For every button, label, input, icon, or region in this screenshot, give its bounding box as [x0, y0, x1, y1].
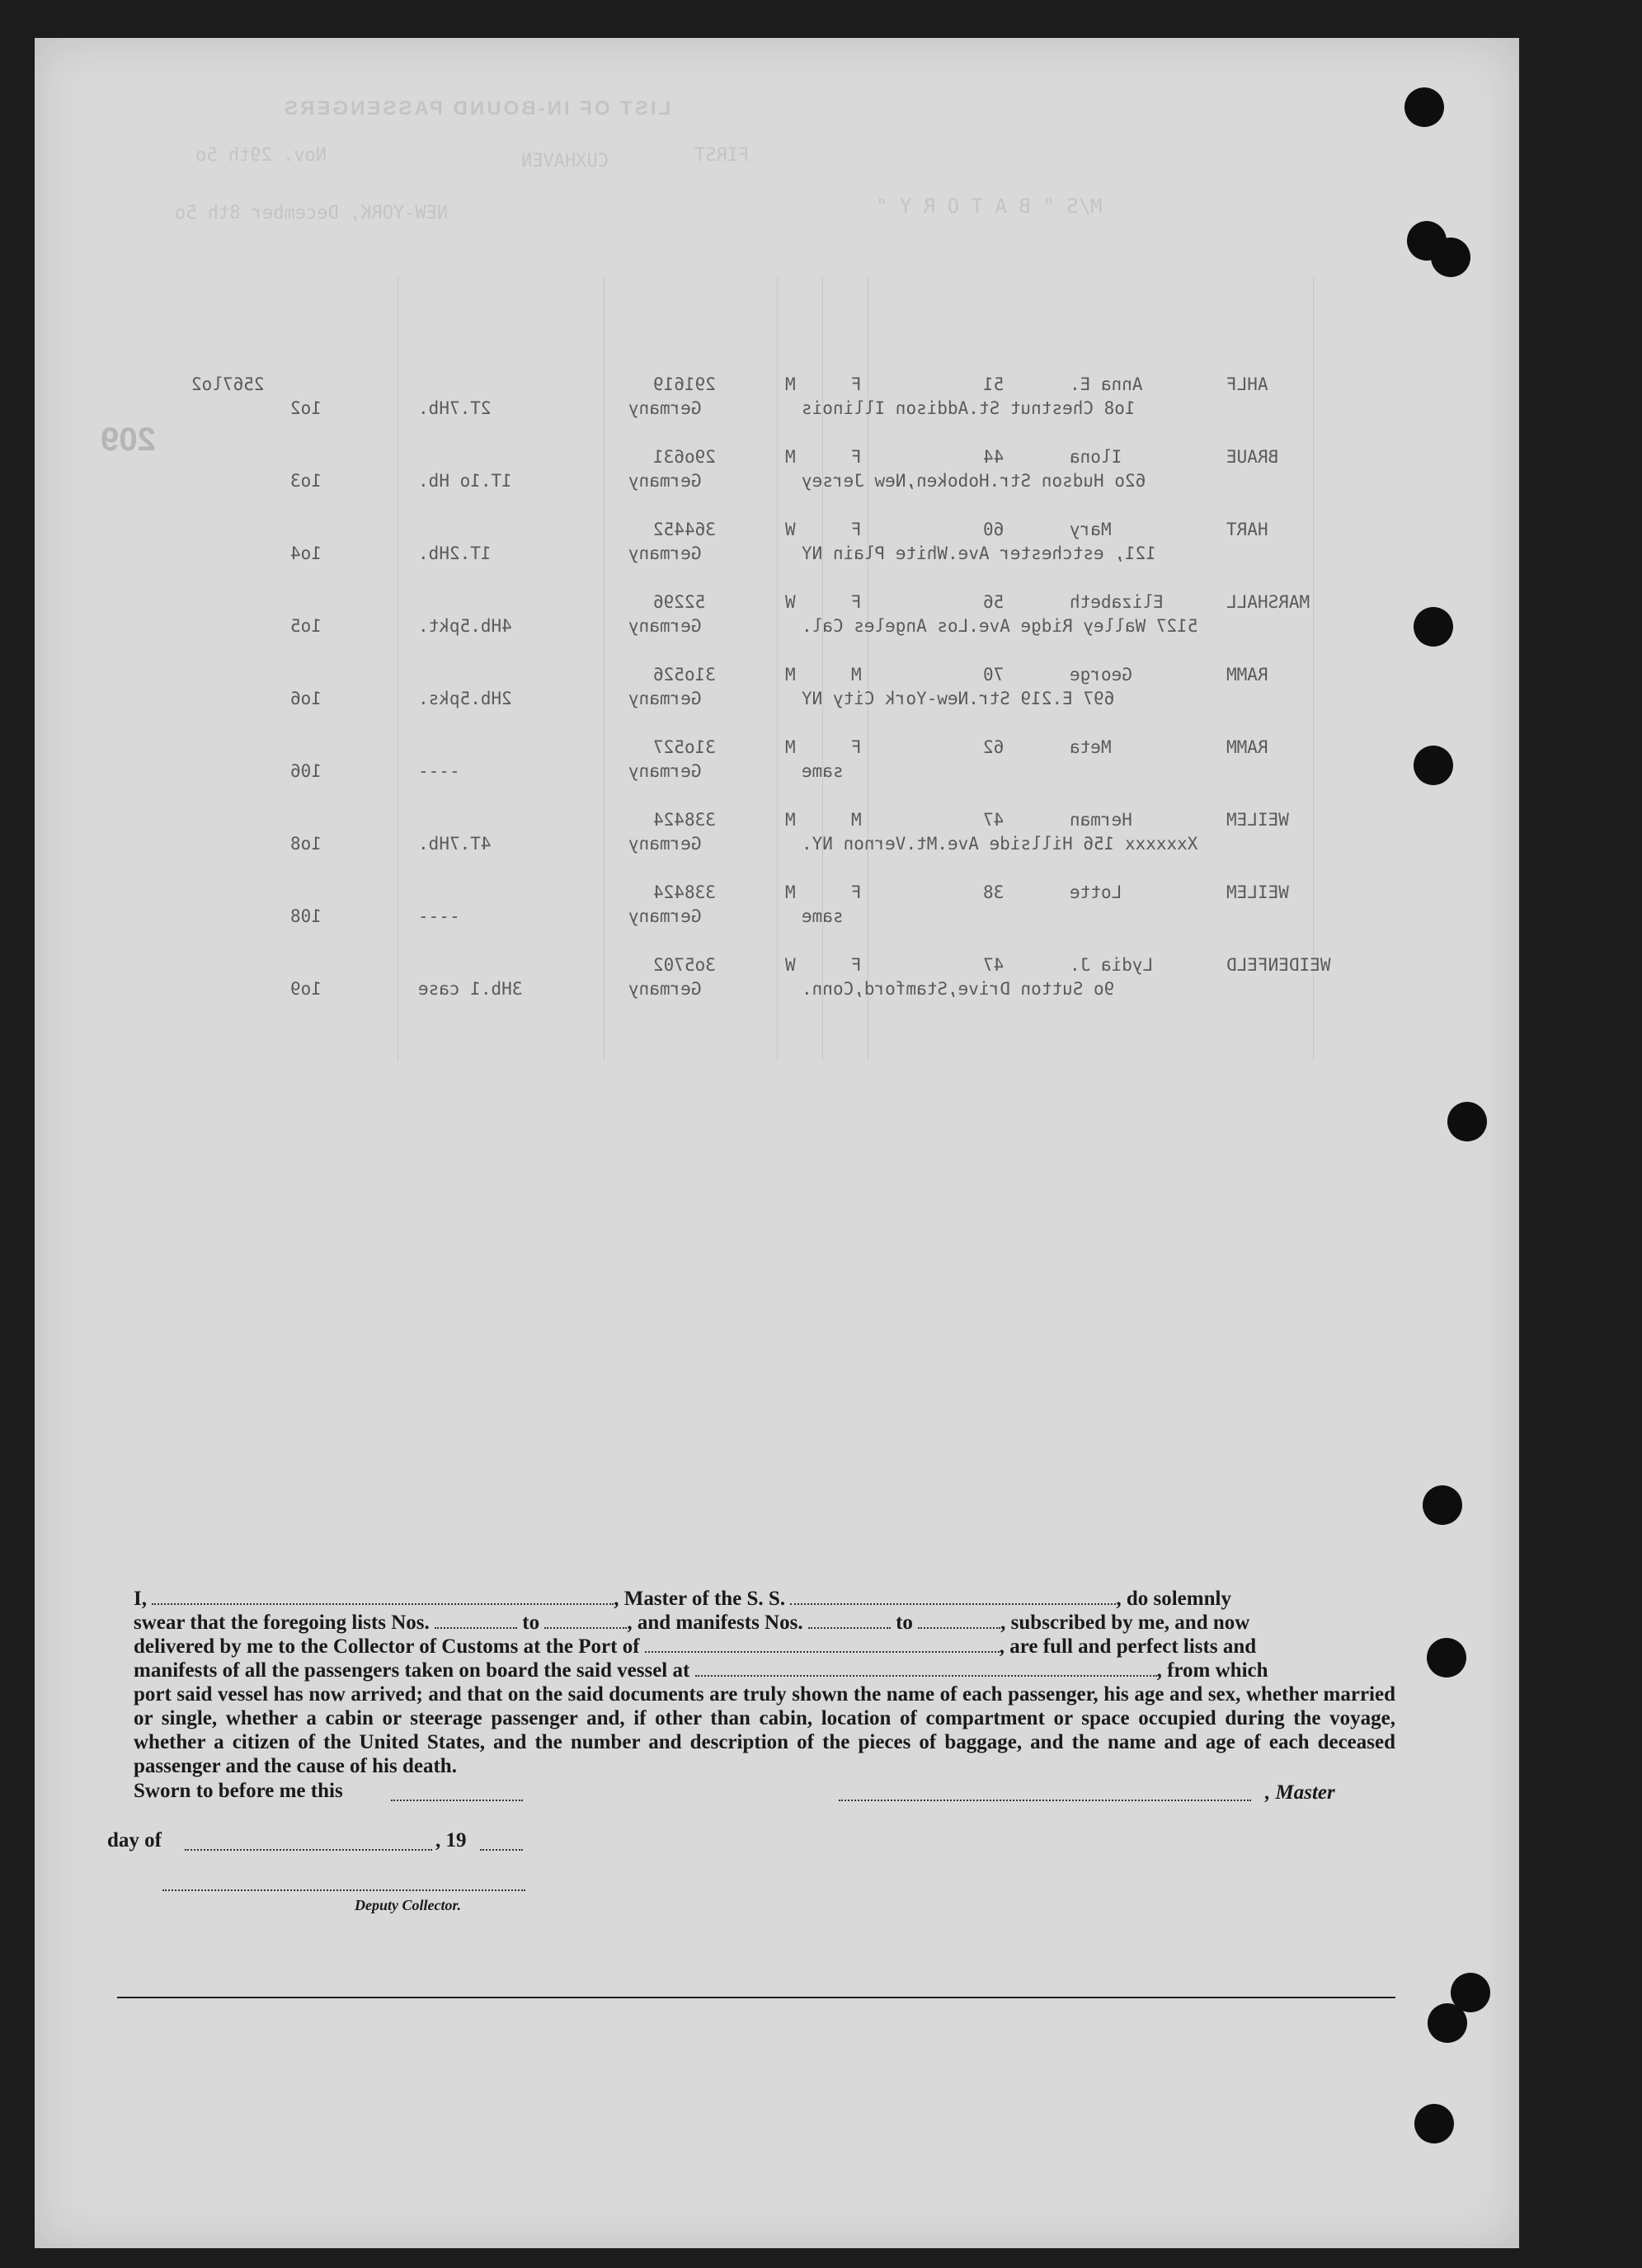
- record-nationality: Germany: [628, 834, 702, 854]
- record-surname: WEILEM: [1226, 810, 1289, 830]
- record-sex: M: [851, 810, 862, 830]
- passenger-record-line: [35, 906, 1519, 929]
- record-address: 62o Hudson Str.Hoboken,New Jersey: [802, 471, 1146, 491]
- class-field: FIRST: [694, 145, 750, 166]
- record-nationality: Germany: [628, 761, 702, 781]
- record-baggage: 4Hb.5pkt.: [418, 616, 512, 636]
- record-address: same: [802, 906, 844, 926]
- record-address: 121, estchester Ave.White Plain NY: [802, 543, 1156, 563]
- punch-hole: [1423, 1485, 1462, 1525]
- record-list-no: 1o3: [290, 471, 322, 491]
- record-age: 60: [983, 520, 1004, 539]
- passenger-record-line: [35, 834, 1519, 857]
- punch-hole: [1447, 1102, 1487, 1141]
- record-list-no: 1o5: [290, 616, 322, 636]
- record-address: 697 E.219 Str.New-York City NY: [802, 689, 1115, 708]
- sworn-date-blank[interactable]: [391, 1800, 523, 1801]
- list-from-blank[interactable]: [435, 1612, 517, 1629]
- punch-hole: [1428, 2003, 1467, 2043]
- passenger-record-line: [35, 955, 1519, 978]
- record-given: Meta: [1070, 737, 1112, 757]
- record-age: 51: [983, 374, 1004, 394]
- record-age: 56: [983, 592, 1004, 612]
- record-list-no: 1o4: [290, 543, 322, 563]
- record-nationality: Germany: [628, 689, 702, 708]
- record-doc: 338424: [653, 810, 716, 830]
- oath-full-perfect: , are full and perfect lists and: [999, 1635, 1257, 1658]
- record-status: W: [785, 955, 796, 975]
- record-surname: RAMM: [1226, 665, 1268, 685]
- passenger-record-line: [35, 882, 1519, 906]
- day-of-blank[interactable]: [185, 1849, 432, 1851]
- oath-from-which: , from which: [1156, 1659, 1268, 1682]
- master-signature-blank[interactable]: [839, 1800, 1251, 1801]
- embarkation-blank[interactable]: [695, 1660, 1157, 1677]
- year-blank[interactable]: [480, 1849, 523, 1851]
- oath-paragraph: [134, 1587, 1395, 1778]
- record-age: 44: [983, 447, 1004, 467]
- punch-hole: [1414, 746, 1453, 785]
- document-sheet: [35, 38, 1519, 2248]
- record-status: M: [785, 737, 796, 757]
- passenger-record-line: [35, 520, 1519, 543]
- record-list-no: 106: [290, 761, 322, 781]
- manifest-to-blank[interactable]: [918, 1612, 1000, 1629]
- punch-hole: [1414, 2104, 1454, 2143]
- page-number-stamp: 209: [101, 421, 156, 458]
- record-list-no: 1o8: [290, 834, 322, 854]
- record-age: 47: [983, 810, 1004, 830]
- oath-i: I,: [134, 1588, 147, 1610]
- oath-to: to: [522, 1612, 540, 1634]
- record-baggage: ----: [418, 906, 460, 926]
- record-nationality: Germany: [628, 543, 702, 563]
- record-address: Xxxxxxx 156 Hillside Ave.Mt.Vernon NY.: [802, 834, 1198, 854]
- passenger-record-line: [35, 689, 1519, 712]
- record-doc: 29o631: [653, 447, 716, 467]
- list-to-blank[interactable]: [544, 1612, 627, 1629]
- record-given: George: [1070, 665, 1132, 685]
- record-list-no: 1o2: [290, 398, 322, 418]
- record-doc: 52296: [653, 592, 706, 612]
- passenger-record-line: [35, 810, 1519, 833]
- record-doc: 291619: [653, 374, 716, 394]
- record-doc: 31o526: [653, 665, 716, 685]
- passenger-record-line: [35, 398, 1519, 421]
- list-title: LIST OF IN-BOUND PASSENGERS: [282, 97, 671, 120]
- record-baggage: ----: [418, 761, 460, 781]
- deputy-signature-blank[interactable]: [162, 1889, 525, 1891]
- record-baggage: 1T.1o Hb.: [418, 471, 512, 491]
- record-sex: F: [851, 882, 862, 902]
- record-address: 9o Sutton Drive,Stamford,Conn.: [802, 979, 1115, 999]
- record-baggage: 1T.2Hb.: [418, 543, 492, 563]
- day-of-label: day of: [107, 1829, 162, 1852]
- record-given: Lotte: [1070, 882, 1122, 902]
- record-sex: F: [851, 737, 862, 757]
- record-address: same: [802, 761, 844, 781]
- record-list-no: 1o6: [290, 689, 322, 708]
- passenger-record-line: [35, 374, 1519, 398]
- record-baggage: 2T.7Hb.: [418, 398, 492, 418]
- record-list-no: 1o9: [290, 979, 322, 999]
- punch-hole: [1427, 1638, 1466, 1677]
- vessel-name-field: M/S " B A T O R Y ": [876, 195, 1103, 218]
- record-given: Elizabeth: [1070, 592, 1164, 612]
- record-nationality: Germany: [628, 979, 702, 999]
- oath-solemnly: , do solemnly: [1116, 1588, 1231, 1610]
- passenger-record-line: [35, 979, 1519, 1002]
- record-age: 38: [983, 882, 1004, 902]
- port-from-field: CUXHAVEN: [521, 151, 609, 172]
- record-given: Lydia J.: [1070, 955, 1154, 975]
- record-nationality: Germany: [628, 616, 702, 636]
- record-status: M: [785, 374, 796, 394]
- record-surname: HART: [1226, 520, 1268, 539]
- record-baggage: 4T.7Hb.: [418, 834, 492, 854]
- record-surname: AHLF: [1226, 374, 1268, 394]
- record-status: M: [785, 882, 796, 902]
- port-blank[interactable]: [645, 1636, 1000, 1653]
- oath-master-of: , Master of the S. S.: [614, 1588, 786, 1610]
- record-address: 1o8 Chestnut St.Addison Illinois: [802, 398, 1136, 418]
- record-surname: RAMM: [1226, 737, 1268, 757]
- record-given: Herman: [1070, 810, 1132, 830]
- record-doc: 31o527: [653, 737, 716, 757]
- vessel-blank[interactable]: [790, 1588, 1116, 1605]
- record-nationality: Germany: [628, 471, 702, 491]
- record-doc: 364452: [653, 520, 716, 539]
- passenger-record-line: [35, 447, 1519, 470]
- passenger-record-line: [35, 665, 1519, 688]
- manifest-from-blank[interactable]: [808, 1612, 891, 1629]
- record-status: M: [785, 810, 796, 830]
- punch-hole: [1431, 238, 1470, 277]
- master-name-blank[interactable]: [152, 1588, 614, 1605]
- oath-subscribed: , subscribed by me, and now: [1000, 1612, 1250, 1634]
- record-list-no: 108: [290, 906, 322, 926]
- record-given: Mary: [1070, 520, 1112, 539]
- oath-to: to: [896, 1612, 913, 1634]
- record-surname: MARSHALL: [1226, 592, 1310, 612]
- record-extra: 2567lo2: [191, 374, 265, 394]
- record-status: M: [785, 447, 796, 467]
- record-baggage: 2Hb.5pks.: [418, 689, 512, 708]
- deputy-collector-label: Deputy Collector.: [355, 1897, 461, 1913]
- record-baggage: 3Hb.1 case: [418, 979, 523, 999]
- record-surname: BRAUE: [1226, 447, 1279, 467]
- oath-swear: swear that the foregoing lists Nos.: [134, 1612, 430, 1634]
- sworn-label: Sworn to before me this: [134, 1780, 343, 1802]
- record-given: Ilona: [1070, 447, 1122, 467]
- master-label: , Master: [1265, 1781, 1335, 1804]
- record-sex: F: [851, 374, 862, 394]
- record-sex: F: [851, 955, 862, 975]
- oath-body: port said vessel has now arrived; and that on the said documents are truly shown the name of each passenger, his age and sex, whether married or single, whether a cabin or steerage passenger and, if other than cabin, location of compartment or space occupied during the voyage, whether a citizen of the United States, and the number and description of the pieces of baggage, and the name and age of each deceased passenger and the cause of his death.: [134, 1683, 1395, 1777]
- record-sex: F: [851, 447, 862, 467]
- record-nationality: Germany: [628, 906, 702, 926]
- record-sex: M: [851, 665, 862, 685]
- record-age: 70: [983, 665, 1004, 685]
- record-status: M: [785, 665, 796, 685]
- record-surname: WEILEM: [1226, 882, 1289, 902]
- record-age: 62: [983, 737, 1004, 757]
- year-label: , 19: [435, 1829, 467, 1852]
- passenger-record-line: [35, 616, 1519, 639]
- record-doc: 338424: [653, 882, 716, 902]
- punch-hole: [1414, 607, 1453, 647]
- passenger-record-line: [35, 471, 1519, 494]
- record-surname: WEIDENFELD: [1226, 955, 1331, 975]
- departure-date-field: Nov. 29th 5o: [195, 145, 327, 166]
- record-sex: F: [851, 520, 862, 539]
- oath-manifests-all: manifests of all the passengers taken on board the said vessel at: [134, 1659, 690, 1682]
- record-status: W: [785, 592, 796, 612]
- passenger-record-line: [35, 737, 1519, 760]
- passenger-record-line: [35, 592, 1519, 615]
- record-nationality: Germany: [628, 398, 702, 418]
- record-status: W: [785, 520, 796, 539]
- passenger-record-line: [35, 761, 1519, 784]
- punch-hole: [1404, 87, 1444, 127]
- passenger-record-line: [35, 543, 1519, 567]
- oath-delivered: delivered by me to the Collector of Customs at the Port of: [134, 1635, 640, 1658]
- record-address: 5127 Walley Ridge Ave.Los Angeles Cal.: [802, 616, 1198, 636]
- arrival-field: NEW-YORK, December 8th 5o: [175, 203, 449, 224]
- record-doc: 3o5702: [653, 955, 716, 975]
- record-given: Anna E.: [1070, 374, 1143, 394]
- oath-and-manifests: , and manifests Nos.: [627, 1612, 803, 1634]
- bottom-rule: [117, 1997, 1395, 1998]
- record-sex: F: [851, 592, 862, 612]
- record-age: 47: [983, 955, 1004, 975]
